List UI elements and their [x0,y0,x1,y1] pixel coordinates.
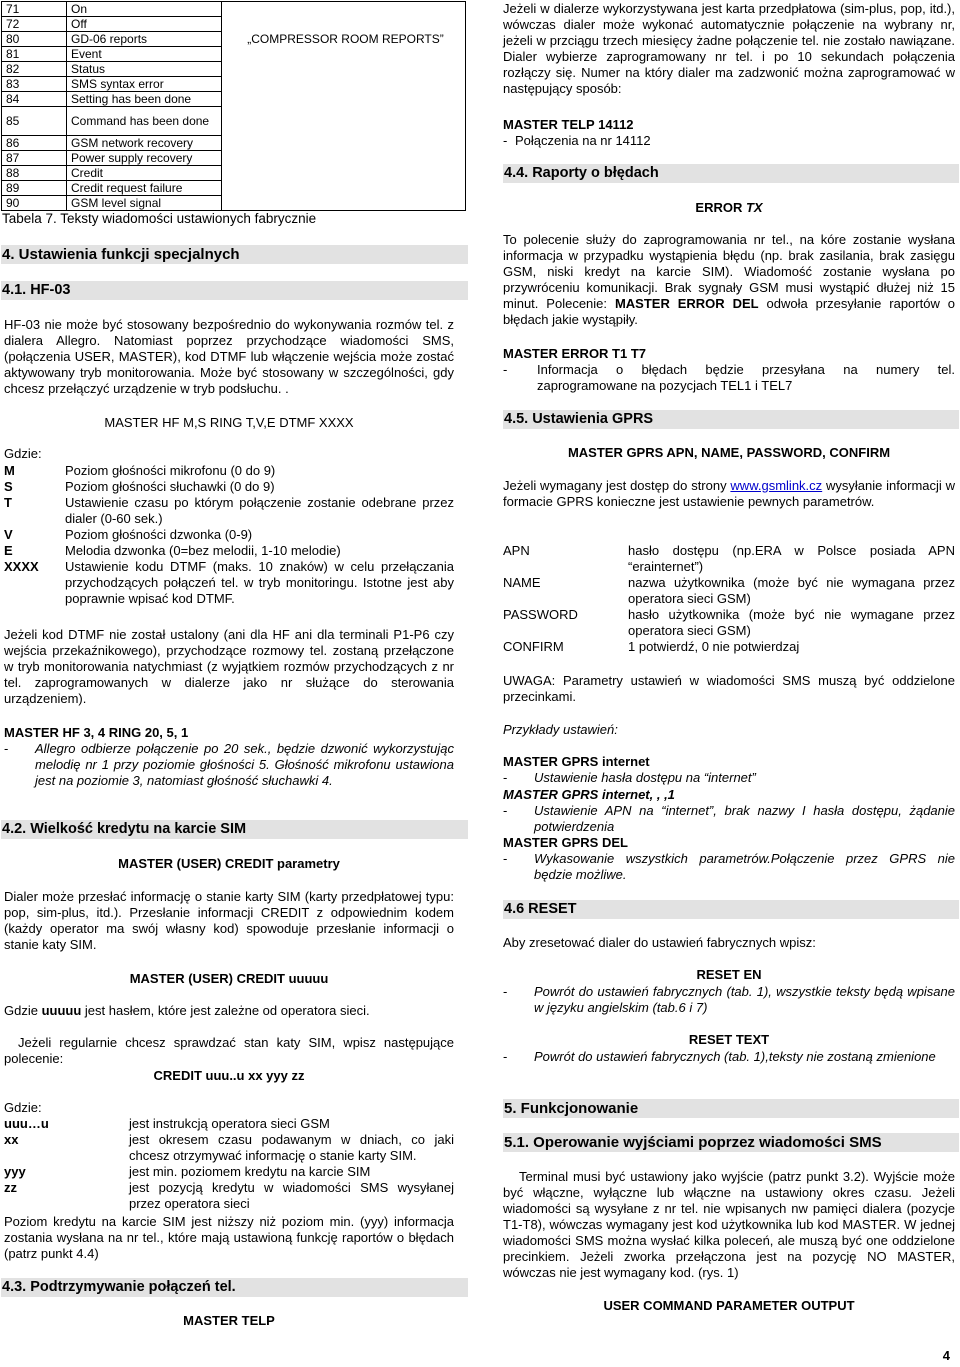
section-heading-4-2: 4.2. Wielkość kredytu na karcie SIM [1,820,468,839]
table-cell-desc: GSM network recovery [67,136,222,151]
hf-parameter-list [4,463,454,607]
table-cell-extra [222,2,466,17]
command-hf: MASTER HF M,S RING T,V,E DTMF XXXX [104,415,354,430]
command-error-t1-t7: MASTER ERROR T1 T7 [503,346,647,361]
table-cell-desc: Power supply recovery [67,151,222,166]
paragraph-dtmf: Jeżeli kod DTMF nie został ustalony (ani dla HF ani dla terminali P1-P6 czy wejścia przekaźnikowego), przychodzące rozmowy tel. zostaną przełączone w tryb monitorowania natychmiast (z wyjątkiem rozmów przychodzących z nr tel. zaprogramowanych w dialerze jako nr służące do sterowania urządzeniem). [4,627,454,706]
command-reset-en: RESET EN [696,967,762,982]
table-row [2,62,466,77]
table-cell-extra [222,107,466,136]
examples-label: Przykłady ustawień: [503,722,618,737]
error-example-list [503,362,955,394]
table-cell-extra [222,151,466,166]
table-cell-extra [222,77,466,92]
table-cell-desc: On [67,2,222,17]
gprs-param-value: hasło dostępu (np.ERA w Polsce posiada APN “erainternet”) [628,543,955,574]
table-cell-num: 87 [2,151,67,166]
table-cell-extra [222,196,466,211]
paragraph-uuuuu [4,1003,454,1019]
hf-param-value: Poziom głośności słuchawki (0 do 9) [65,479,275,494]
hf-param-item [4,495,454,527]
table-cell-desc: Off [67,17,222,32]
table-cell-num: 86 [2,136,67,151]
credit-param-item [4,1164,454,1180]
hf-param-value: Ustawienie czasu po którym połączenie zostanie odebrane przez dialer (0-60 sek.) [65,495,454,526]
example-hf-desc: - Allegro odbierze połączenie po 20 sek., będzie dzwonić wykorzystując melodię nr 1 przy poziomie głośności 5. Głośność mikrofonu ustawiona jest na poziomie 3, natomiast głośność słuchawki 4. [4,741,454,789]
hf-param-item [4,543,454,559]
table-cell-extra [222,62,466,77]
table-cell-num: 84 [2,92,67,107]
credit-param-key: xx [4,1132,19,1147]
table-row [2,107,466,136]
table-cell-num: 83 [2,77,67,92]
command-credit: MASTER (USER) CREDIT parametry [118,856,340,871]
command-gprs: MASTER GPRS APN, NAME, PASSWORD, CONFIRM [567,445,891,460]
command-telp-example: MASTER TELP 14112 [503,117,634,132]
hf-param-item [4,463,454,479]
example-hf-list [4,741,454,789]
hf-param-key: T [4,495,12,510]
gprs-param-item [503,543,955,575]
hf-param-value: Poziom głośności mikrofonu (0 do 9) [65,463,276,478]
gprs-param-item [503,575,955,607]
paragraph-credit: Dialer może przesłać informację o stanie karty SIM (karty przedpłatowej typu: pop, sim-plus, itd.). Przesłanie informacji CREDIT z odpowiednim kodem (każdy operator ma swój własny kod) spowoduje przesłanie informacji o stanie katy SIM. [4,889,454,952]
example1-list [503,770,955,786]
section-heading-4-4: 4.4. Raporty o błędach [503,164,959,183]
where-label-2: Gdzie: [4,1100,42,1115]
section-heading-5-1: 5.1. Operowanie wyjściami poprzez wiadomości SMS [503,1133,959,1152]
table-cell-extra [222,47,466,62]
table-row [2,47,466,62]
table-cell-desc: SMS syntax error [67,77,222,92]
error-text-pre: To polecenie służy do zaprogramowania nr tel., na kóre zostanie wysłana informacja w przypadku wystąpienia błędu (np. brak zasilania, brak zasięgu GSM, niski kredyt na karcie SIM). Wiadomość zostanie wysłana po przywróceniu komunikacji. Brak sygnały GSM musi wystąpić dłużej niż 15 minut. Polecenie: [503,232,955,311]
error-del-command: MASTER ERROR DEL [614,296,759,311]
table-row [2,136,466,151]
command-error-param: TX [745,200,763,215]
reset-en-desc: - Powrót do ustawień fabrycznych (tab. 1), wszystkie teksty będą wpisane w języku angielskim (tab.6 i 7) [503,984,955,1016]
gprs-text-post: wysyłanie informacji w formacie GPRS konieczne jest ustawienie pewnych parametrów. [503,478,955,509]
table-row [2,151,466,166]
example1-command: MASTER GPRS internet [503,754,650,769]
table-cell-extra [222,166,466,181]
table-cell-extra: „COMPRESSOR ROOM REPORTS” [222,32,466,47]
gprs-parameter-list [503,543,955,655]
table-cell-desc: GD-06 reports [67,32,222,47]
credit-param-value: jest okresem czasu podawanym w dniach, co jaki chcesz otrzymywać informację o stanie karty SIM. [129,1132,454,1163]
table-cell-num: 80 [2,32,67,47]
table-caption: Tabela 7. Teksty wiadomości ustawionych fabrycznie [2,211,317,226]
table-cell-extra [222,181,466,196]
example3-command: MASTER GPRS DEL [503,835,628,850]
hf-param-item [4,559,454,607]
command-credit-regular: CREDIT uuu..u xx yyy zz [153,1068,305,1083]
paragraph-prepaid [503,1,955,97]
error-text-post: odwoła przesyłanie raportów o błędach jakie wystąpiły. [503,296,955,327]
hf-param-item [4,527,454,543]
table-cell-num: 72 [2,17,67,32]
gprs-param-key: NAME [503,575,541,590]
table-row [2,181,466,196]
table-cell-num: 89 [2,181,67,196]
reset-text-desc: - Powrót do ustawień fabrycznych (tab. 1),teksty nie zostaną zmienione [503,1049,955,1065]
gprs-param-value: hasło użytkownika (może być nie wymagane przez operatora sieci GSM) [628,607,955,638]
reset-en-list [503,984,955,1016]
table-cell-num: 71 [2,2,67,17]
table-cell-desc: GSM level signal [67,196,222,211]
prepaid-text: Jeżeli w dialerze wykorzystywana jest karta przedpłatowa (sim-plus, pop, itd.), wówczas dialer może wykonać automatycznie połączenie na wybrany nr, jeżeli w przciągu trzech miesięcy żadne połączenie tel. nie zostało nawiązane. Dialer wybierze zaprogramowany nr tel. i po 10 sekundach połączenia rozłączy się. [503,1,955,80]
table-row [2,77,466,92]
section-heading-4-3: 4.3. Podtrzymywanie połączeń tel. [1,1278,468,1297]
uuuuu-code: uuuuu [41,1003,82,1018]
where-label: Gdzie: [4,446,42,461]
table-cell-num: 85 [2,107,67,136]
command-error [503,200,955,216]
credit-param-value: jest min. poziomem kredytu na karcie SIM [129,1164,371,1179]
table-cell-desc: Credit request failure [67,181,222,196]
section-heading-5: 5. Funkcjonowanie [503,1099,959,1118]
table-cell-desc: Setting has been done [67,92,222,107]
gprs-param-key: PASSWORD [503,607,578,622]
table-cell-desc: Status [67,62,222,77]
prepaid-program-text: Numer na który dialer ma zadzwonić można zaprogramować w następujący sposób: [503,65,955,96]
table-row [2,2,466,17]
table-row [2,166,466,181]
uuuuu-text-pre: Gdzie [4,1003,42,1018]
gprs-param-item [503,639,955,655]
uuuuu-text-post: jest hasłem, które jest zależne od operatora sieci. [81,1003,370,1018]
hf-param-key: M [4,463,15,478]
credit-param-item [4,1116,454,1132]
paragraph-reset: Aby zresetować dialer do ustawień fabrycznych wpisz: [503,935,816,950]
paragraph-regular: Jeżeli regularnie chcesz sprawdzać stan katy SIM, wpisz następujące polecenie: [4,1035,454,1066]
command-credit-uuuuu: MASTER (USER) CREDIT uuuuu [129,971,329,986]
table-cell-num: 90 [2,196,67,211]
example3-desc: - Wykasowanie wszystkich parametrów.Połączenie przez GPRS nie będzie możliwe. [503,851,955,883]
gprs-param-key: CONFIRM [503,639,564,654]
example-command-hf: MASTER HF 3, 4 RING 20, 5, 1 [4,725,189,740]
table-row [2,17,466,32]
credit-parameter-list [4,1116,454,1212]
reset-text-list [503,1049,955,1065]
table-row [2,32,466,47]
paragraph-uwaga: UWAGA: Parametry ustawień w wiadomości SMS muszą być oddzielone przecinkami. [503,673,955,704]
gprs-param-value: 1 potwierdź, 0 nie potwierdzaj [628,639,800,654]
table-cell-desc: Event [67,47,222,62]
section-heading-4-6: 4.6 RESET [503,900,959,919]
gprs-param-value: nazwa użytkownika (może być nie wymagana przez operatora sieci GSM) [628,575,955,606]
hf-param-value: Melodia dzwonka (0=bez melodii, 1-10 melodie) [65,543,341,558]
paragraph-error [503,232,955,328]
error-example-item: - Informacja o błędach będzie przesyłana na numery tel. zaprogramowane na pozycjach TEL1 i TEL7 [503,362,955,394]
section-heading-4: 4. Ustawienia funkcji specjalnych [1,245,468,264]
example2-command: MASTER GPRS internet, , ,1 [503,787,675,802]
table-cell-num: 82 [2,62,67,77]
credit-param-key: yyy [4,1164,26,1179]
table-cell-desc: Command has been done [67,107,222,136]
table-cell-num: 88 [2,166,67,181]
paragraph-gprs [503,478,955,510]
hf-param-key: XXXX [4,559,39,574]
hf-param-value: Ustawienie kodu DTMF (maks. 10 znaków) w celu przełączania przychodzących połączeń tel. w tryb monitoringu. Istotne jest aby poprawnie wpisać kod DTMF. [65,559,454,606]
credit-param-value: jest instrukcją operatora sieci GSM [129,1116,330,1131]
example2-list [503,803,955,835]
credit-param-item [4,1180,454,1212]
example1-desc: - Ustawienie hasła dostępu na “internet” [503,770,955,786]
table-cell-num: 81 [2,47,67,62]
command-user-output: USER COMMAND PARAMETER OUTPUT [603,1298,855,1313]
gprs-param-key: APN [503,543,530,558]
hf-param-item [4,479,454,495]
example3-list [503,851,955,883]
paragraph-hf03: HF-03 nie może być stosowany bezpośrednio do wykonywania rozmów tel. z dialera Allegro. Natomiast poprzez przychodzące wiadomości SMS, (połączenia USER, MASTER), kod DTMF lub włączenie wejścia może zostać aktywowany tryb monitorowania. Może być stosowany w szczególności, gdy chcesz przełączyć urządzenie w tryb podsłuchu. . [4,317,454,396]
table-row [2,92,466,107]
hf-param-key: V [4,527,13,542]
table-cell-extra [222,92,466,107]
table-cell-extra [222,17,466,32]
table-cell-extra [222,136,466,151]
credit-param-item [4,1132,454,1164]
section-heading-4-1: 4.1. HF-03 [1,281,468,300]
table-row [2,196,466,211]
credit-param-key: zz [4,1180,17,1195]
gprs-param-item [503,607,955,639]
table-cell-desc: Credit [67,166,222,181]
gprs-text-pre: Jeżeli wymagany jest dostęp do strony [503,478,731,493]
hf-param-value: Poziom głośności dzwonka (0-9) [65,527,253,542]
hf-param-key: S [4,479,13,494]
example2-desc: - Ustawienie APN na “internet”, brak nazwy I hasła dostępu, żądanie potwierdzenia [503,803,955,835]
telp-example-item: - Połączenia na nr 14112 [503,133,955,149]
hf-param-key: E [4,543,13,558]
credit-param-value: jest pozycją kredytu w wiadomości SMS wysyłanej przez operatora sieci [129,1180,454,1211]
report-texts-table [1,1,466,211]
page-number: 4 [942,1348,950,1363]
command-telp: MASTER TELP [183,1313,275,1328]
telp-example-list [503,133,955,149]
credit-param-key: uuu…u [4,1116,49,1131]
paragraph-terminal: Terminal musi być ustawiony jako wyjście (patrz punkt 3.2). Wyjście może być włączne, wyłączne lub włączne na ustawiony okres czasu. Jeżeli wiadomości są wysyłane z nr tel. nie wpisanych nw pamięci dialera (pozycje T1-T8), wówczas wymagany jest kod użytkownika lub kod MASTER. W jednej wiadomości SMS można wysłać kilka poleceń, ale muszą być one oddzielone precinkiem. Jeżeli zworka przełączona jest na pozycję NO MASTER, wówczas nie jest wymagany kod. (rys. 1) [503,1169,955,1280]
paragraph-poziom: Poziom kredytu na karcie SIM jest niższy niż poziom min. (yyy) informacja zostania wysłana na nr tel., które mają ustawioną funkcję raportów o błędach (patrz punkt 4.4) [4,1214,454,1261]
section-heading-4-5: 4.5. Ustawienia GPRS [503,410,959,429]
command-reset-text: RESET TEXT [688,1032,770,1047]
command-error-keyword: ERROR [695,200,746,215]
gsmlink-link[interactable]: www.gsmlink.cz [730,478,823,493]
